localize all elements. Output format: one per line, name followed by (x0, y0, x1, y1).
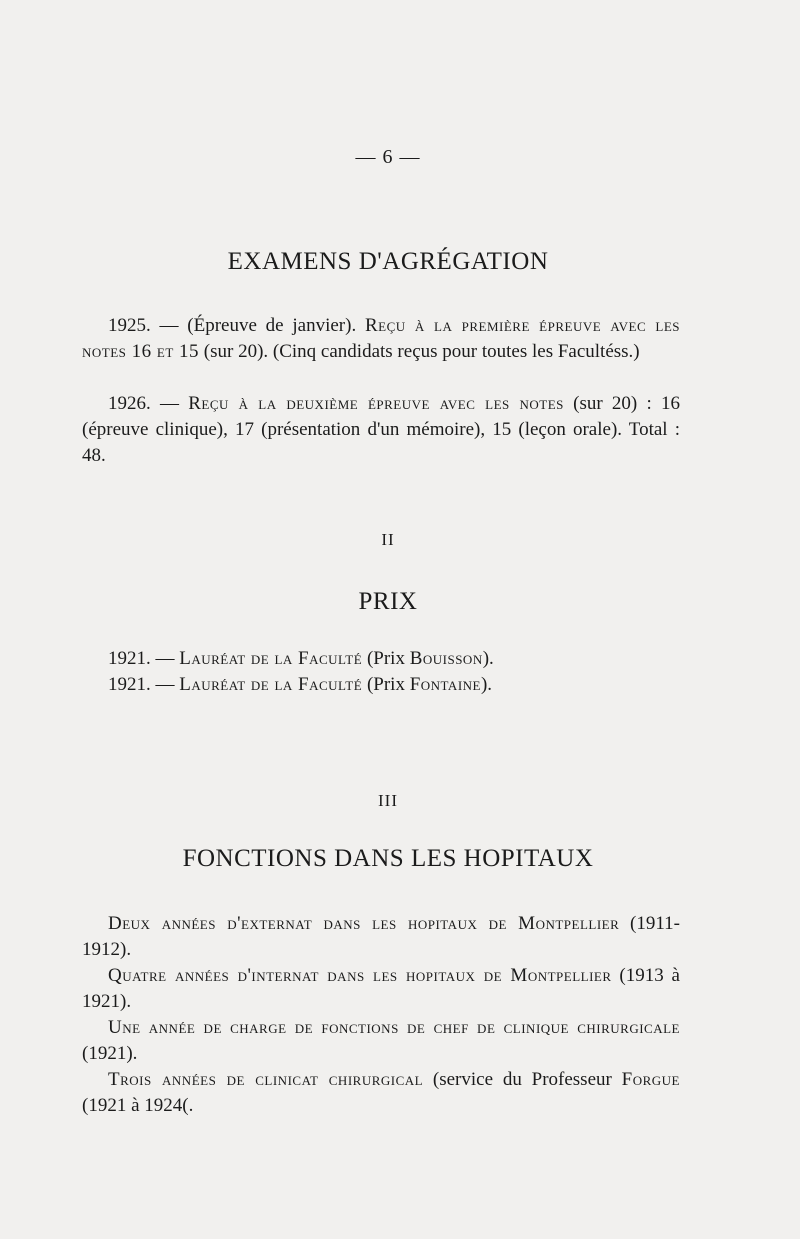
prix-item (108, 646, 494, 672)
hopitaux-heading: FONCTIONS DANS LES HOPITAUX (182, 845, 594, 872)
dash: — (150, 315, 188, 336)
exam-result: Reçu à la première épreuve avec les notes 16 et 15 (82, 315, 681, 362)
fonction-dates: (1913 à 1921). (82, 965, 680, 1012)
professeur-name: Forgue (621, 1069, 680, 1090)
exam-year: 1925. (108, 315, 151, 336)
prix-item (108, 672, 492, 698)
exam-year: 1926. (108, 393, 151, 414)
exams-heading: EXAMENS D'AGRÉGATION (227, 248, 549, 275)
fonction-dates: (1921 à 1924(. (82, 1095, 194, 1116)
exam-paragraph-1925 (82, 313, 680, 365)
prix-numeral: II (381, 530, 395, 549)
fonction-title: Une année de charge de fonctions de chef de clinique chirurgicale (108, 1017, 680, 1038)
prix-heading: PRIX (358, 588, 418, 615)
prix-name: Fontaine (409, 674, 481, 695)
fonction-title: Trois années de clinicat chirurgical (108, 1069, 424, 1090)
prix-year: 1921. (108, 648, 151, 669)
fonction-title: Deux années d'externat dans les hopitaux de Montpellier (108, 913, 620, 934)
page-number: — 6 — (355, 146, 421, 168)
fonction-service: (service du Professeur (423, 1069, 622, 1090)
hopital-paragraph (82, 911, 680, 963)
exam-detail: (Épreuve de janvier). (187, 315, 365, 336)
dash: — (150, 393, 189, 414)
exam-result: Reçu à la deuxième épreuve avec les notes (188, 393, 564, 414)
prix-name: Bouisson (409, 648, 483, 669)
prix-title: Lauréat de la Faculté (179, 674, 363, 695)
exam-paragraph-1926 (82, 391, 680, 469)
hopital-paragraph (82, 963, 680, 1015)
prix-open: (Prix (362, 674, 410, 695)
exam-note: (sur 20) : 16 (épreuve clinique), 17 (présentation d'un mémoire), 15 (leçon orale). Total : 48. (82, 393, 681, 466)
dash: — (150, 648, 180, 669)
fonction-dates: (1921). (82, 1043, 138, 1064)
prix-title: Lauréat de la Faculté (179, 648, 363, 669)
prix-close: ). (482, 648, 494, 669)
exam-note: (sur 20). (Cinq candidats reçus pour toutes les Facultéss.) (199, 341, 640, 362)
fonction-dates: (1911-1912). (82, 913, 680, 960)
hopital-paragraph (82, 1067, 680, 1119)
prix-year: 1921. (108, 674, 151, 695)
fonction-title: Quatre années d'internat dans les hopitaux de Montpellier (108, 965, 612, 986)
hopitaux-numeral: III (378, 791, 398, 810)
hopital-paragraph (82, 1015, 680, 1067)
prix-close: ). (480, 674, 493, 695)
prix-open: (Prix (362, 648, 410, 669)
dash: — (150, 674, 180, 695)
